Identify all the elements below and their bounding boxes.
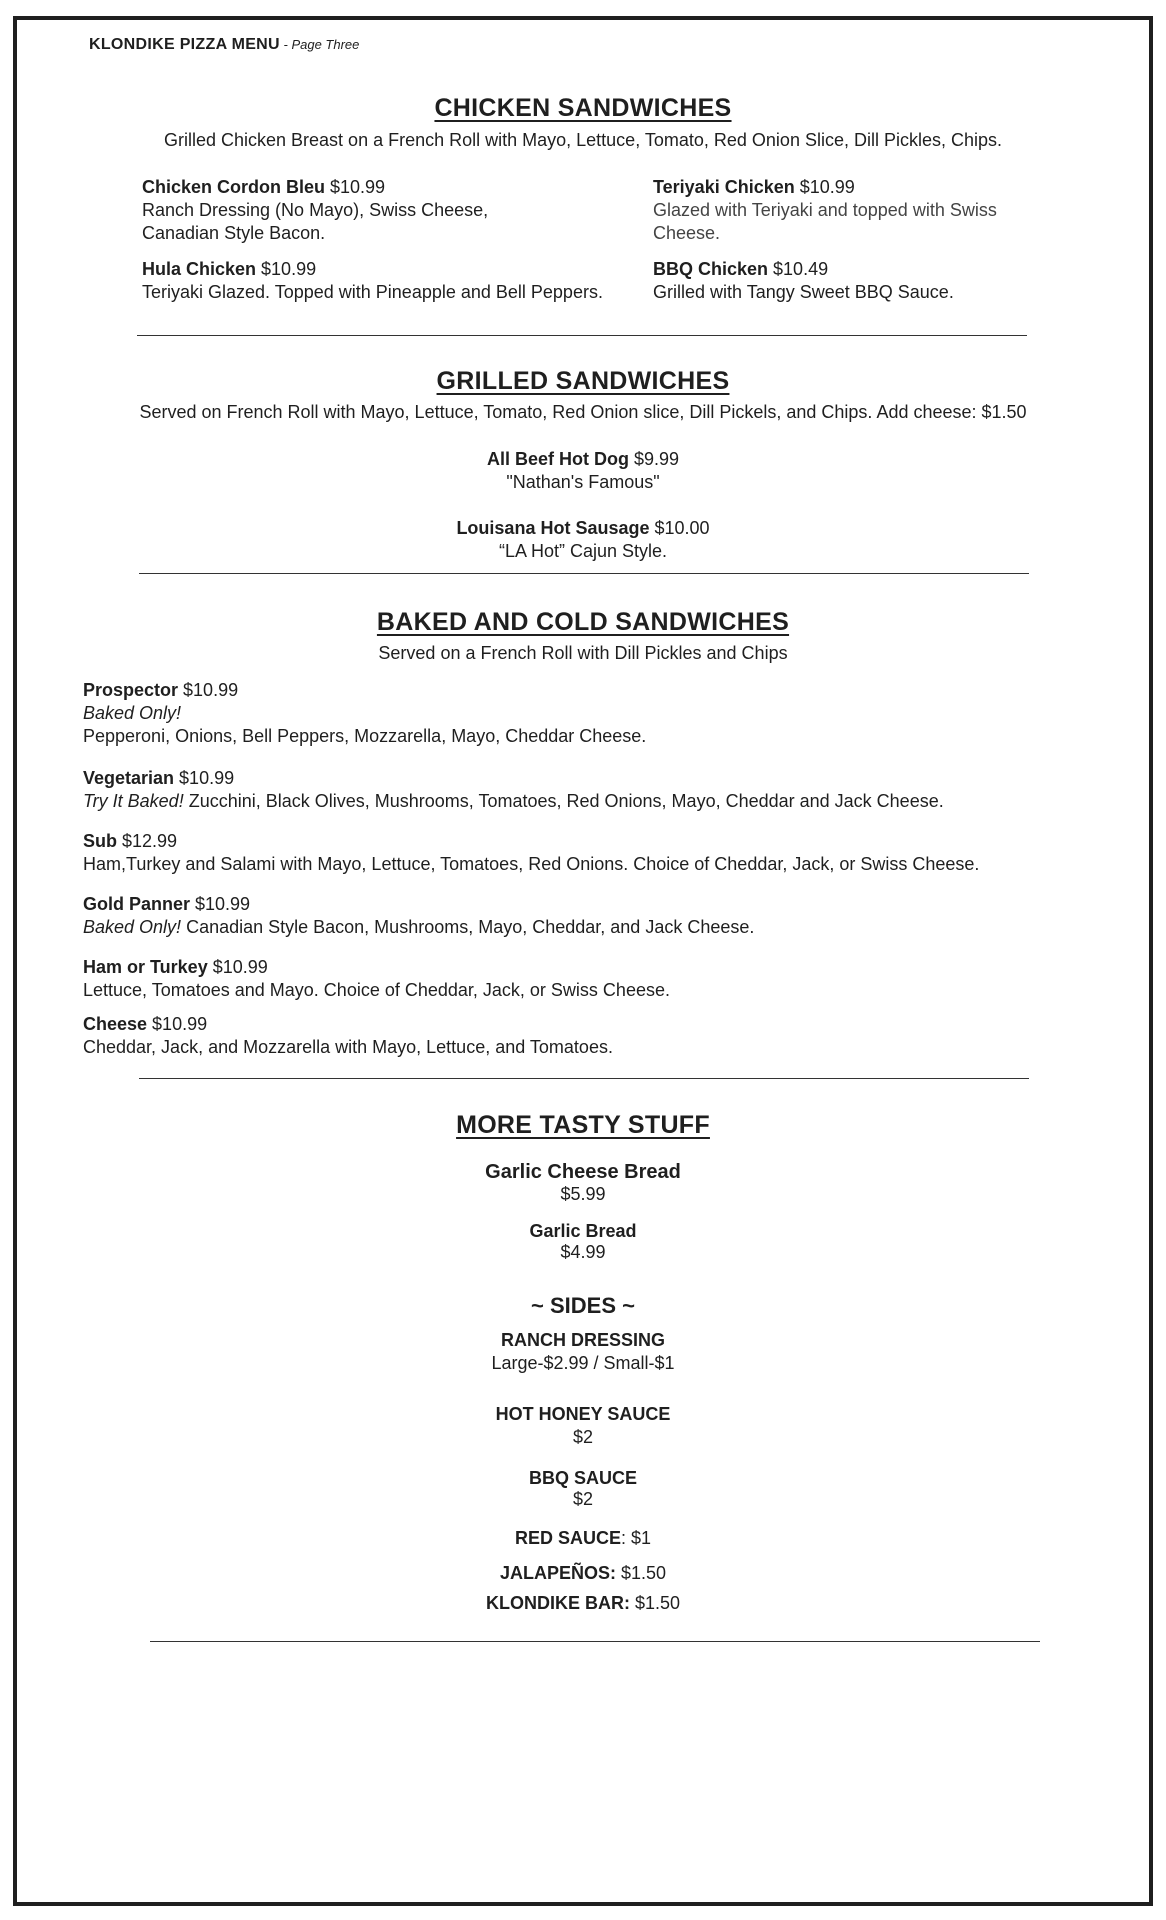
menu-title: KLONDIKE PIZZA MENU <box>89 36 280 53</box>
item-description: Canadian Style Bacon, Mushrooms, Mayo, Cheddar, and Jack Cheese. <box>181 917 755 937</box>
menu-item-gold-panner <box>83 893 1083 939</box>
item-description: Canadian Style Bacon. <box>142 223 326 243</box>
item-name: Chicken Cordon Bleu <box>142 177 326 197</box>
menu-item-prospector <box>83 679 1083 748</box>
baked-section-title: BAKED AND COLD SANDWICHES <box>376 608 790 636</box>
side-klondike-bar <box>17 1593 1149 1614</box>
menu-item-bbq-chicken <box>653 258 1053 304</box>
item-name: All Beef Hot Dog <box>486 449 629 469</box>
item-price: $10.99 <box>178 680 239 700</box>
menu-item-ham-or-turkey <box>83 956 1083 1002</box>
item-note: Baked Only! <box>83 917 182 937</box>
item-name: Ham or Turkey <box>83 957 208 977</box>
item-price: $10.00 <box>649 518 710 538</box>
menu-item-vegetarian <box>83 767 1083 813</box>
item-description: Cheddar, Jack, and Mozzarella with Mayo, Lettuce, and Tomatoes. <box>83 1037 613 1057</box>
menu-item-hula-chicken <box>142 258 642 304</box>
grilled-section-title: GRILLED SANDWICHES <box>436 367 730 395</box>
item-price: $10.99 <box>325 177 386 197</box>
baked-section-intro: Served on a French Roll with Dill Pickles and Chips <box>378 643 788 663</box>
item-price: $10.99 <box>190 894 251 914</box>
side-name: JALAPEÑOS: <box>499 1563 616 1583</box>
chicken-section-title: CHICKEN SANDWICHES <box>434 94 732 122</box>
item-description: Zucchini, Black Olives, Mushrooms, Tomatoes, Red Onions, Mayo, Cheddar and Jack Cheese. <box>183 791 944 811</box>
side-bbq-sauce <box>17 1468 1149 1510</box>
menu-item-garlic-cheese-bread <box>17 1161 1149 1205</box>
menu-item-chicken-cordon-bleu <box>142 176 622 245</box>
item-price: $10.99 <box>174 768 235 788</box>
item-price: $9.99 <box>628 449 680 469</box>
side-price: $2 <box>572 1427 594 1447</box>
item-price: $5.99 <box>560 1184 606 1204</box>
tasty-section-title: MORE TASTY STUFF <box>456 1111 710 1139</box>
item-description: "Nathan's Famous" <box>506 472 660 492</box>
item-description: Lettuce, Tomatoes and Mayo. Choice of Cheddar, Jack, or Swiss Cheese. <box>83 980 670 1000</box>
section-divider <box>137 335 1027 336</box>
menu-item-garlic-bread <box>17 1221 1149 1263</box>
section-divider <box>139 573 1029 574</box>
item-name: Vegetarian <box>83 768 175 788</box>
item-description: “LA Hot” Cajun Style. <box>498 541 668 561</box>
item-note: Try It Baked! <box>83 791 184 811</box>
item-name: Hula Chicken <box>142 259 257 279</box>
item-name: Teriyaki Chicken <box>653 177 795 197</box>
item-description: Grilled with Tangy Sweet BBQ Sauce. <box>653 282 954 302</box>
side-hot-honey-sauce <box>17 1404 1149 1448</box>
side-price: $2 <box>572 1489 594 1509</box>
menu-page <box>13 16 1153 1906</box>
side-price: Large-$2.99 / Small-$1 <box>491 1353 675 1373</box>
item-price: $10.99 <box>256 259 317 279</box>
item-name: Garlic Bread <box>529 1221 637 1241</box>
item-description: Cheese. <box>653 223 721 243</box>
menu-item-all-beef-hot-dog <box>17 448 1149 494</box>
item-name: Louisana Hot Sausage <box>456 518 650 538</box>
grilled-section-intro: Served on French Roll with Mayo, Lettuce, Tomato, Red Onion slice, Dill Pickels, and Chips. Add cheese: $1.50 <box>139 402 1027 422</box>
item-note: Baked Only! <box>83 703 182 723</box>
page-number: - Page Three <box>279 37 360 52</box>
item-description: Ham,Turkey and Salami with Mayo, Lettuce, Tomatoes, Red Onions. Choice of Cheddar, Jack, or Swiss Cheese. <box>83 854 980 874</box>
item-description: Pepperoni, Onions, Bell Peppers, Mozzarella, Mayo, Cheddar Cheese. <box>83 726 647 746</box>
item-name: Prospector <box>83 680 179 700</box>
menu-item-cheese <box>83 1013 1083 1059</box>
side-price: $1.50 <box>629 1593 681 1613</box>
sides-title: ~ SIDES ~ <box>531 1293 635 1318</box>
side-red-sauce <box>17 1528 1149 1549</box>
side-price: : $1 <box>620 1528 652 1548</box>
side-jalapenos <box>17 1563 1149 1584</box>
section-divider <box>139 1078 1029 1079</box>
menu-item-sub <box>83 830 1143 876</box>
side-name: RANCH DRESSING <box>500 1330 665 1350</box>
item-price: $10.49 <box>768 259 829 279</box>
item-price: $10.99 <box>794 177 855 197</box>
item-name: Cheese <box>83 1014 148 1034</box>
item-description: Glazed with Teriyaki and topped with Swiss <box>653 200 997 220</box>
menu-item-teriyaki-chicken <box>653 176 1053 245</box>
menu-item-louisana-hot-sausage <box>17 517 1149 563</box>
side-name: HOT HONEY SAUCE <box>495 1404 671 1424</box>
item-price: $12.99 <box>117 831 178 851</box>
side-price: $1.50 <box>615 1563 667 1583</box>
item-description: Teriyaki Glazed. Topped with Pineapple and Bell Peppers. <box>142 282 603 302</box>
item-price: $4.99 <box>560 1242 606 1262</box>
side-name: BBQ SAUCE <box>528 1468 637 1488</box>
side-name: RED SAUCE <box>514 1528 621 1548</box>
item-name: Gold Panner <box>83 894 191 914</box>
item-name: BBQ Chicken <box>653 259 769 279</box>
section-divider <box>150 1641 1040 1642</box>
chicken-section-intro: Grilled Chicken Breast on a French Roll with Mayo, Lettuce, Tomato, Red Onion Slice, Dill Pickles, Chips. <box>163 130 1003 150</box>
item-description: Ranch Dressing (No Mayo), Swiss Cheese, <box>142 200 489 220</box>
item-price: $10.99 <box>207 957 268 977</box>
page-header <box>89 36 359 54</box>
item-name: Sub <box>83 831 117 851</box>
side-ranch-dressing <box>17 1330 1149 1374</box>
item-price: $10.99 <box>147 1014 208 1034</box>
side-name: KLONDIKE BAR: <box>485 1593 630 1613</box>
item-name: Garlic Cheese Bread <box>485 1161 681 1183</box>
